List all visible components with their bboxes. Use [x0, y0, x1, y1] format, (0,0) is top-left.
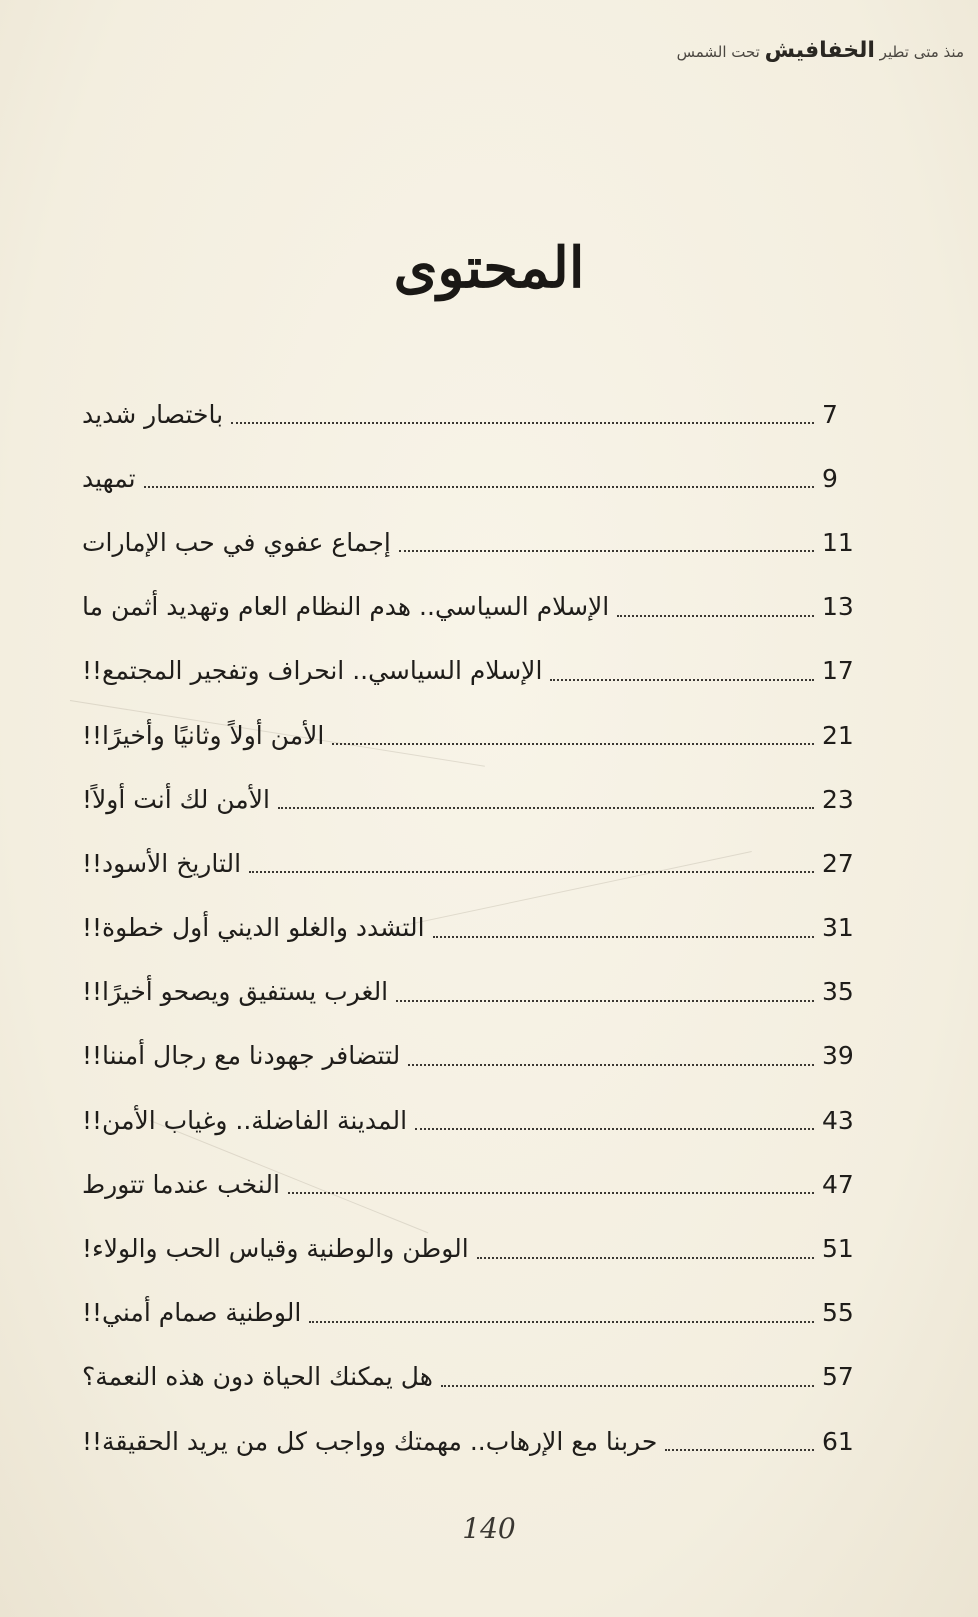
toc-entry[interactable]	[78, 639, 868, 703]
toc-entry-page: 39	[822, 1041, 854, 1071]
toc-entry[interactable]	[78, 1024, 868, 1088]
toc-entry[interactable]	[78, 1345, 868, 1409]
toc-entry-page: 51	[822, 1234, 854, 1264]
toc-entry[interactable]	[78, 1088, 868, 1152]
running-header	[677, 38, 964, 63]
toc-entry[interactable]	[78, 896, 868, 960]
toc-entry-page: 55	[822, 1298, 854, 1328]
toc-entry-label: حربنا مع الإرهاب.. مهمتك وواجب كل من يريد الحقيقة!!	[82, 1426, 658, 1456]
toc-dot-leader	[550, 679, 814, 681]
toc-entry[interactable]	[78, 510, 868, 574]
toc-dot-leader	[309, 1321, 814, 1323]
toc-entry[interactable]	[78, 767, 868, 831]
toc-entry[interactable]	[78, 1281, 868, 1345]
toc-entry-label: تمهيد	[82, 463, 136, 493]
toc-entry-label: التشدد والغلو الديني أول خطوة!!	[82, 913, 425, 943]
toc-entry-label: هل يمكنك الحياة دون هذه النعمة؟	[82, 1362, 433, 1392]
toc-entry-label: إجماع عفوي في حب الإمارات	[82, 527, 391, 557]
toc-entry[interactable]	[78, 575, 868, 639]
toc-entry[interactable]	[78, 960, 868, 1024]
toc-entry-page: 9	[822, 463, 838, 493]
toc-entry[interactable]	[78, 446, 868, 510]
toc-entry[interactable]	[78, 1409, 868, 1473]
toc-entry-page: 35	[822, 977, 854, 1007]
toc-dot-leader	[332, 743, 814, 745]
toc-entry-label: الغرب يستفيق ويصحو أخيرًا!!	[82, 977, 389, 1007]
toc-entry-label: التاريخ الأسود!!	[82, 848, 242, 878]
page-title: المحتوى	[393, 235, 585, 301]
toc-dot-leader	[433, 936, 814, 938]
toc-dot-leader	[278, 807, 814, 809]
toc-entry-page: 27	[822, 848, 854, 878]
toc-entry-page: 13	[822, 592, 854, 622]
toc-entry-page: 61	[822, 1426, 854, 1456]
toc-entry-label: الأمن لك أنت أولاً!	[82, 784, 270, 814]
toc-dot-leader	[396, 1000, 814, 1002]
toc-entry[interactable]	[78, 382, 868, 446]
toc-entry-page: 57	[822, 1362, 854, 1392]
table-of-contents	[78, 382, 868, 1473]
toc-dot-leader	[617, 615, 814, 617]
toc-entry-label: الأمن أولاً وثانيًا وأخيرًا!!	[82, 720, 325, 750]
toc-entry-label: الإسلام السياسي.. هدم النظام العام وتهديد أثمن ما	[82, 592, 610, 622]
toc-entry-page: 11	[822, 527, 854, 557]
toc-entry-label: المدينة الفاضلة.. وغياب الأمن!!	[82, 1105, 408, 1135]
toc-entry[interactable]	[78, 703, 868, 767]
toc-dot-leader	[477, 1257, 814, 1259]
toc-dot-leader	[231, 422, 814, 424]
running-header-suffix: تحت الشمس	[676, 43, 760, 61]
toc-entry[interactable]	[78, 831, 868, 895]
toc-entry-page: 31	[822, 913, 854, 943]
toc-entry[interactable]	[78, 1216, 868, 1280]
toc-dot-leader	[288, 1192, 814, 1194]
toc-entry-page: 43	[822, 1105, 854, 1135]
page-number: 140	[462, 1512, 516, 1545]
toc-entry-page: 47	[822, 1169, 854, 1199]
toc-dot-leader	[441, 1385, 814, 1387]
toc-entry-label: الوطن والوطنية وقياس الحب والولاء!	[82, 1234, 469, 1264]
toc-entry-label: باختصار شديد	[82, 399, 224, 429]
toc-dot-leader	[408, 1064, 814, 1066]
toc-dot-leader	[399, 550, 814, 552]
toc-entry-label: الإسلام السياسي.. انحراف وتفجير المجتمع!!	[82, 656, 543, 686]
toc-dot-leader	[249, 871, 814, 873]
toc-dot-leader	[144, 486, 814, 488]
toc-entry-page: 17	[822, 656, 854, 686]
toc-entry[interactable]	[78, 1152, 868, 1216]
toc-dot-leader	[415, 1128, 814, 1130]
running-header-prefix: منذ متى تطير	[879, 43, 964, 61]
toc-entry-label: لتتضافر جهودنا مع رجال أمننا!!	[82, 1041, 401, 1071]
toc-entry-page: 7	[822, 399, 838, 429]
toc-entry-page: 21	[822, 720, 854, 750]
toc-dot-leader	[665, 1449, 814, 1451]
toc-entry-label: الوطنية صمام أمني!!	[82, 1298, 302, 1328]
running-header-bold: الخفافيش	[764, 38, 875, 63]
toc-entry-page: 23	[822, 784, 854, 814]
toc-entry-label: النخب عندما تتورط	[82, 1169, 280, 1199]
